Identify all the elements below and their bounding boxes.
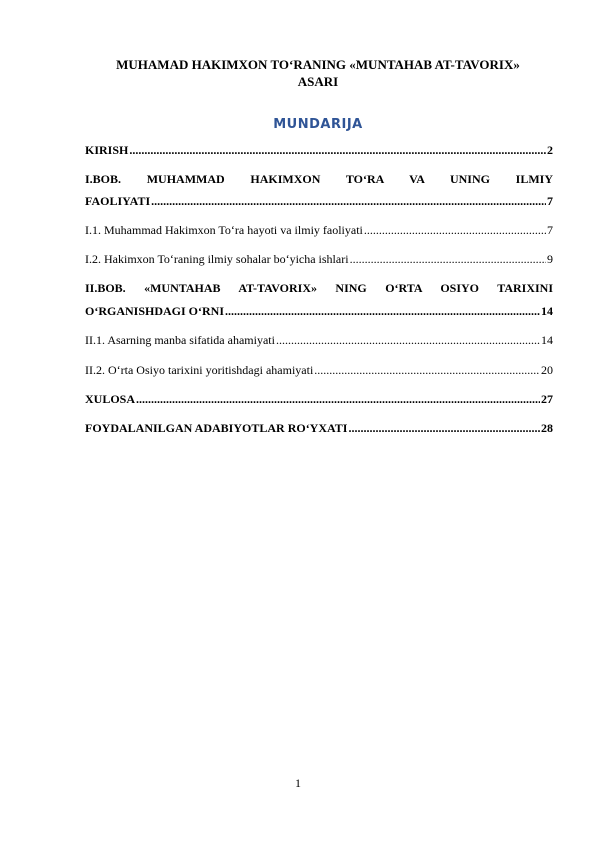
leader-dots [129, 143, 546, 157]
toc-entry-page: 2 [547, 143, 553, 157]
word: O‘RTA [385, 281, 422, 295]
toc-entry-page: 7 [547, 194, 553, 208]
leader-dots [136, 392, 540, 406]
toc-entry-label: FAOLIYATI [85, 194, 151, 208]
word: UNING [449, 172, 490, 186]
toc-entry-sec-2-1[interactable] [85, 333, 553, 347]
toc-entry-sec-1-1[interactable] [85, 223, 553, 237]
toc-entry-page: 9 [547, 252, 553, 266]
word: HAKIMXON [250, 172, 321, 186]
leader-dots [276, 333, 540, 347]
word: TARIXINI [497, 281, 553, 295]
word: II.BOB. [85, 281, 126, 295]
word: TO‘RA [345, 172, 384, 186]
toc-entry-page: 14 [541, 333, 553, 347]
word: AT-TAVORIX» [238, 281, 317, 295]
word: «MUNTAHAB [144, 281, 221, 295]
toc-entry-xulosa[interactable] [85, 392, 553, 406]
document-title [84, 56, 552, 90]
toc-heading: MUNDARIJA [273, 117, 363, 132]
toc-entry-kirish[interactable] [85, 143, 553, 157]
title-line-2: ASARI [297, 74, 339, 89]
page-number: 1 [295, 776, 301, 790]
toc-entry-page: 20 [541, 363, 553, 377]
toc-entry-label: I.2. Hakimxon To‘raning ilmiy sohalar bo‘yicha ishlari [85, 252, 349, 266]
leader-dots [350, 252, 546, 266]
toc-entry-page: 14 [541, 304, 553, 318]
word: NING [335, 281, 367, 295]
leader-dots [314, 363, 540, 377]
title-line-1: MUHAMAD HAKIMXON TO‘RANING «MUNTAHAB AT-TAVORIX» [116, 57, 520, 72]
toc-entry-sec-1-2[interactable] [85, 252, 553, 266]
toc-entry-page: 28 [541, 421, 553, 435]
word: ILMIY [515, 172, 553, 186]
toc-entry-label: II.2. O‘rta Osiyo tarixini yoritishdagi ahamiyati [85, 363, 314, 377]
leader-dots [225, 304, 540, 318]
toc-entry-label: KIRISH [85, 143, 129, 157]
toc-entry-page: 7 [547, 223, 553, 237]
toc-entry-bob2-heading[interactable] [85, 281, 553, 295]
toc-entry-label: I.1. Muhammad Hakimxon To‘ra hayoti va ilmiy faoliyati [85, 223, 363, 237]
word: OSIYO [440, 281, 479, 295]
word: MUHAMMAD [146, 172, 225, 186]
toc-entry-bob2[interactable] [85, 304, 553, 318]
leader-dots [348, 421, 540, 435]
word: I.BOB. [85, 172, 122, 186]
toc-entry-label: XULOSA [85, 392, 136, 406]
word: VA [409, 172, 425, 186]
toc-entry-page: 27 [541, 392, 553, 406]
toc-entry-label: II.1. Asarning manba sifatida ahamiyati [85, 333, 275, 347]
leader-dots [151, 194, 546, 208]
toc-entry-label: O‘RGANISHDAGI O‘RNI [85, 304, 225, 318]
toc-entry-bob1-heading[interactable] [85, 172, 553, 186]
toc-entry-bob1[interactable] [85, 194, 553, 208]
leader-dots [364, 223, 546, 237]
toc-entry-adabiyotlar[interactable] [85, 421, 553, 435]
toc-entry-sec-2-2[interactable] [85, 363, 553, 377]
toc-entry-label: FOYDALANILGAN ADABIYOTLAR RO‘YXATI [85, 421, 348, 435]
